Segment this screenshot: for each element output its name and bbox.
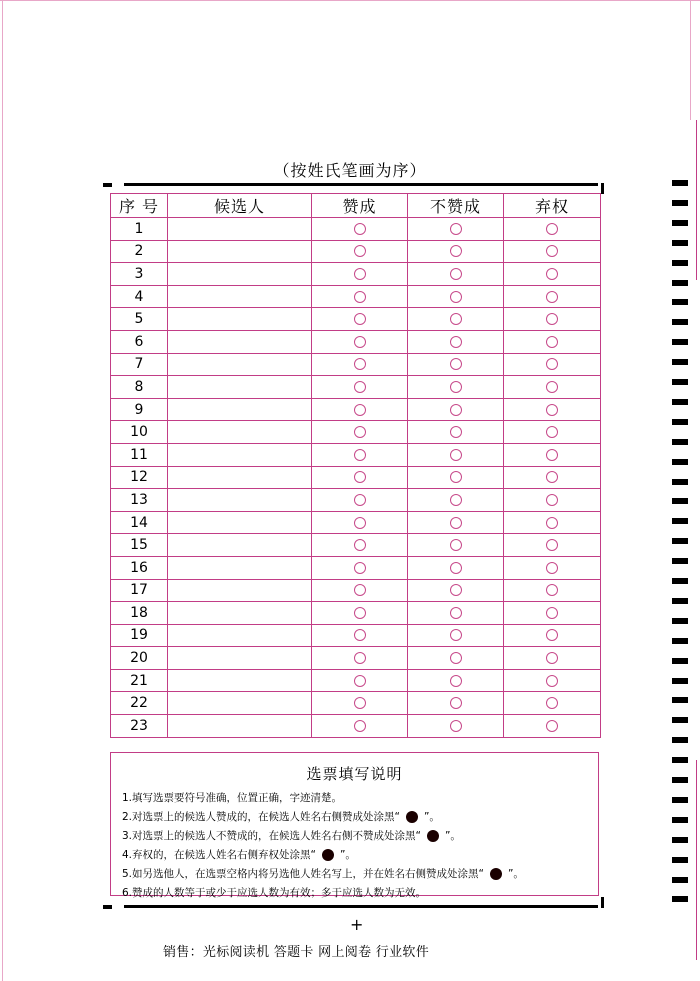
filled-bubble-icon (406, 811, 418, 823)
disapprove-cell (408, 511, 504, 534)
instruction-item (122, 884, 524, 903)
approve-bubble-icon[interactable] (354, 675, 366, 687)
row-number: 14 (111, 511, 168, 534)
row-number: 12 (111, 466, 168, 489)
disapprove-bubble-icon[interactable] (450, 607, 462, 619)
abstain-bubble-icon[interactable] (546, 471, 558, 483)
ballot-row (111, 624, 601, 647)
row-number: 11 (111, 443, 168, 466)
abstain-bubble-icon[interactable] (546, 539, 558, 551)
instruction-text: 4.弃权的，在候选人姓名右侧弃权处涂黑“ (122, 849, 316, 861)
row-number: 10 (111, 421, 168, 444)
abstain-cell (504, 398, 601, 421)
disapprove-bubble-icon[interactable] (450, 381, 462, 393)
timing-mark (672, 538, 688, 544)
instruction-text: 5.如另选他人，在选票空格内将另选他人姓名写上，并在姓名右侧赞成处涂黑“ (122, 868, 484, 880)
instructions-title: 选票填写说明 (306, 765, 403, 783)
abstain-bubble-icon[interactable] (546, 313, 558, 325)
timing-mark (672, 638, 688, 644)
timing-mark (672, 837, 688, 843)
disapprove-cell (408, 692, 504, 715)
abstain-cell (504, 489, 601, 512)
ballot-row (111, 218, 601, 241)
approve-bubble-icon[interactable] (354, 223, 366, 235)
disapprove-cell (408, 263, 504, 286)
abstain-bubble-icon[interactable] (546, 607, 558, 619)
abstain-bubble-icon[interactable] (546, 268, 558, 280)
disapprove-cell (408, 398, 504, 421)
disapprove-bubble-icon[interactable] (450, 539, 462, 551)
candidate-name-cell[interactable] (168, 669, 312, 692)
approve-bubble-icon[interactable] (354, 584, 366, 596)
abstain-bubble-icon[interactable] (546, 381, 558, 393)
approve-cell (312, 647, 408, 670)
abstain-cell (504, 376, 601, 399)
timing-mark (672, 797, 688, 803)
candidate-name-cell[interactable] (168, 443, 312, 466)
abstain-cell (504, 534, 601, 557)
disapprove-cell (408, 285, 504, 308)
abstain-bubble-icon[interactable] (546, 720, 558, 732)
instruction-text: ”。 (339, 849, 356, 861)
instruction-item (122, 808, 524, 827)
timing-mark (672, 220, 688, 226)
candidate-name-cell[interactable] (168, 353, 312, 376)
timing-mark (672, 200, 688, 206)
approve-bubble-icon[interactable] (354, 291, 366, 303)
abstain-bubble-icon[interactable] (546, 494, 558, 506)
instruction-text: 3.对选票上的候选人不赞成的，在候选人姓名右侧不赞成处涂黑“ (122, 830, 421, 842)
row-number: 7 (111, 353, 168, 376)
row-number: 15 (111, 534, 168, 557)
ballot-row (111, 285, 601, 308)
abstain-bubble-icon[interactable] (546, 404, 558, 416)
instruction-text: ”。 (444, 830, 461, 842)
instruction-text: ”。 (423, 811, 440, 823)
row-number: 1 (111, 218, 168, 241)
instruction-item (122, 846, 524, 865)
timing-mark (672, 339, 688, 345)
disapprove-bubble-icon[interactable] (450, 652, 462, 664)
approve-bubble-icon[interactable] (354, 629, 366, 641)
row-number: 20 (111, 647, 168, 670)
abstain-bubble-icon[interactable] (546, 675, 558, 687)
approve-cell (312, 602, 408, 625)
disapprove-cell (408, 308, 504, 331)
timing-mark (672, 319, 688, 325)
abstain-bubble-icon[interactable] (546, 517, 558, 529)
abstain-bubble-icon[interactable] (546, 223, 558, 235)
approve-bubble-icon[interactable] (354, 426, 366, 438)
approve-cell (312, 421, 408, 444)
candidate-name-cell[interactable] (168, 534, 312, 557)
disapprove-bubble-icon[interactable] (450, 494, 462, 506)
disapprove-bubble-icon[interactable] (450, 697, 462, 709)
row-number: 18 (111, 602, 168, 625)
abstain-bubble-icon[interactable] (546, 697, 558, 709)
registration-mark-top-left (103, 183, 112, 187)
approve-bubble-icon[interactable] (354, 720, 366, 732)
approve-bubble-icon[interactable] (354, 517, 366, 529)
ballot-table (110, 193, 601, 738)
disapprove-bubble-icon[interactable] (450, 584, 462, 596)
candidate-name-cell[interactable] (168, 556, 312, 579)
disapprove-bubble-icon[interactable] (450, 675, 462, 687)
instruction-item (122, 865, 524, 884)
timing-mark (672, 518, 688, 524)
approve-bubble-icon[interactable] (354, 245, 366, 257)
disapprove-cell (408, 218, 504, 241)
timing-mark (672, 180, 688, 186)
candidate-name-cell[interactable] (168, 624, 312, 647)
header-number: 序 号 (111, 194, 168, 218)
ballot-rows (111, 218, 601, 738)
sort-order-title: （按姓氏笔画为序） (273, 161, 427, 180)
instruction-text: ”。 (507, 868, 524, 880)
timing-mark (672, 419, 688, 425)
abstain-bubble-icon[interactable] (546, 584, 558, 596)
timing-mark (672, 877, 688, 883)
approve-cell (312, 376, 408, 399)
abstain-cell (504, 624, 601, 647)
abstain-bubble-icon[interactable] (546, 449, 558, 461)
row-number: 6 (111, 330, 168, 353)
approve-bubble-icon[interactable] (354, 313, 366, 325)
timing-mark (672, 299, 688, 305)
ballot-row (111, 669, 601, 692)
approve-cell (312, 398, 408, 421)
row-number: 16 (111, 556, 168, 579)
abstain-cell (504, 511, 601, 534)
approve-cell (312, 240, 408, 263)
abstain-cell (504, 353, 601, 376)
approve-bubble-icon[interactable] (354, 449, 366, 461)
approve-cell (312, 556, 408, 579)
timing-mark (672, 598, 688, 604)
abstain-cell (504, 240, 601, 263)
candidate-name-cell[interactable] (168, 398, 312, 421)
abstain-bubble-icon[interactable] (546, 358, 558, 370)
approve-cell (312, 330, 408, 353)
disapprove-bubble-icon[interactable] (450, 313, 462, 325)
approve-bubble-icon[interactable] (354, 381, 366, 393)
abstain-cell (504, 218, 601, 241)
approve-cell (312, 308, 408, 331)
disapprove-cell (408, 669, 504, 692)
disapprove-bubble-icon[interactable] (450, 336, 462, 348)
timing-mark (672, 857, 688, 863)
ballot-row (111, 579, 601, 602)
timing-mark (672, 558, 688, 564)
header-candidate: 候选人 (168, 194, 312, 218)
abstain-cell (504, 263, 601, 286)
abstain-bubble-icon[interactable] (546, 562, 558, 574)
timing-mark (672, 678, 688, 684)
approve-bubble-icon[interactable] (354, 562, 366, 574)
instructions-box (110, 752, 599, 899)
instruction-item (122, 827, 524, 846)
abstain-cell (504, 556, 601, 579)
ballot-row (111, 602, 601, 625)
disapprove-cell (408, 330, 504, 353)
timing-mark (672, 717, 688, 723)
disapprove-bubble-icon[interactable] (450, 562, 462, 574)
abstain-bubble-icon[interactable] (546, 652, 558, 664)
candidate-name-cell[interactable] (168, 692, 312, 715)
disapprove-bubble-icon[interactable] (450, 268, 462, 280)
vendor-footer: 销售：光标阅读机 答题卡 网上阅卷 行业软件 (163, 945, 429, 960)
timing-mark (672, 658, 688, 664)
header-abstain: 弃权 (504, 194, 601, 218)
instruction-text: 6.赞成的人数等于或少于应选人数为有效；多于应选人数为无效。 (122, 887, 427, 899)
approve-bubble-icon[interactable] (354, 652, 366, 664)
abstain-bubble-icon[interactable] (546, 629, 558, 641)
candidate-name-cell[interactable] (168, 308, 312, 331)
filled-bubble-icon (490, 868, 502, 880)
disapprove-bubble-icon[interactable] (450, 245, 462, 257)
approve-cell (312, 489, 408, 512)
registration-mark-top-right (601, 183, 604, 194)
approve-cell (312, 218, 408, 241)
timing-mark (672, 479, 688, 485)
page-edge-top (0, 0, 700, 1)
timing-mark (672, 280, 688, 286)
disapprove-bubble-icon[interactable] (450, 449, 462, 461)
abstain-cell (504, 715, 601, 738)
ballot-row (111, 376, 601, 399)
timing-mark (672, 697, 688, 703)
approve-cell (312, 579, 408, 602)
right-edge-line (696, 120, 697, 280)
approve-bubble-icon[interactable] (354, 539, 366, 551)
approve-bubble-icon[interactable] (354, 697, 366, 709)
ballot-row (111, 534, 601, 557)
header-disapprove: 不赞成 (408, 194, 504, 218)
disapprove-cell (408, 353, 504, 376)
disapprove-cell (408, 624, 504, 647)
timing-mark (672, 459, 688, 465)
disapprove-bubble-icon[interactable] (450, 517, 462, 529)
candidate-name-cell[interactable] (168, 376, 312, 399)
row-number: 3 (111, 263, 168, 286)
abstain-bubble-icon[interactable] (546, 291, 558, 303)
timing-mark (672, 260, 688, 266)
ballot-row (111, 308, 601, 331)
table-header-row (111, 194, 601, 218)
disapprove-bubble-icon[interactable] (450, 720, 462, 732)
ballot-row (111, 556, 601, 579)
instruction-text: 2.对选票上的候选人赞成的，在候选人姓名右侧赞成处涂黑“ (122, 811, 400, 823)
candidate-name-cell[interactable] (168, 218, 312, 241)
timing-mark (672, 399, 688, 405)
abstain-cell (504, 421, 601, 444)
disapprove-cell (408, 556, 504, 579)
approve-cell (312, 692, 408, 715)
registration-mark-bottom-left (103, 905, 112, 909)
approve-bubble-icon[interactable] (354, 607, 366, 619)
disapprove-bubble-icon[interactable] (450, 426, 462, 438)
disapprove-bubble-icon[interactable] (450, 291, 462, 303)
row-number: 2 (111, 240, 168, 263)
instruction-item (122, 789, 524, 808)
abstain-bubble-icon[interactable] (546, 426, 558, 438)
approve-bubble-icon[interactable] (354, 494, 366, 506)
disapprove-bubble-icon[interactable] (450, 358, 462, 370)
filled-bubble-icon (427, 830, 439, 842)
row-number: 19 (111, 624, 168, 647)
ballot-row (111, 715, 601, 738)
disapprove-cell (408, 602, 504, 625)
bottom-rule (124, 905, 598, 908)
abstain-cell (504, 669, 601, 692)
approve-bubble-icon[interactable] (354, 404, 366, 416)
abstain-cell (504, 602, 601, 625)
abstain-cell (504, 330, 601, 353)
ballot-row (111, 443, 601, 466)
header-approve: 赞成 (312, 194, 408, 218)
instructions-list (122, 789, 524, 903)
disapprove-bubble-icon[interactable] (450, 629, 462, 641)
candidate-name-cell[interactable] (168, 489, 312, 512)
instruction-text: 1.填写选票要符号准确，位置正确，字迹清楚。 (122, 792, 343, 804)
abstain-bubble-icon[interactable] (546, 336, 558, 348)
candidate-name-cell[interactable] (168, 602, 312, 625)
right-edge-line-lower (696, 760, 697, 960)
ballot-row (111, 398, 601, 421)
row-number: 4 (111, 285, 168, 308)
approve-cell (312, 511, 408, 534)
row-number: 5 (111, 308, 168, 331)
abstain-cell (504, 285, 601, 308)
timing-mark (672, 498, 688, 504)
disapprove-cell (408, 466, 504, 489)
ballot-row (111, 692, 601, 715)
candidate-name-cell[interactable] (168, 647, 312, 670)
candidate-name-cell[interactable] (168, 330, 312, 353)
row-number: 22 (111, 692, 168, 715)
ballot-row (111, 240, 601, 263)
timing-mark (672, 896, 688, 902)
abstain-bubble-icon[interactable] (546, 245, 558, 257)
disapprove-cell (408, 579, 504, 602)
abstain-cell (504, 308, 601, 331)
candidate-name-cell[interactable] (168, 240, 312, 263)
abstain-cell (504, 579, 601, 602)
ballot-row (111, 489, 601, 512)
ballot-row (111, 421, 601, 444)
timing-mark (672, 240, 688, 246)
approve-bubble-icon[interactable] (354, 336, 366, 348)
row-number: 17 (111, 579, 168, 602)
abstain-cell (504, 466, 601, 489)
page-edge-left (2, 0, 3, 981)
disapprove-bubble-icon[interactable] (450, 404, 462, 416)
timing-mark (672, 757, 688, 763)
disapprove-cell (408, 421, 504, 444)
ballot-row (111, 466, 601, 489)
approve-cell (312, 624, 408, 647)
ballot-row (111, 511, 601, 534)
timing-mark (672, 737, 688, 743)
disapprove-cell (408, 647, 504, 670)
candidate-name-cell[interactable] (168, 511, 312, 534)
approve-cell (312, 263, 408, 286)
approve-cell (312, 534, 408, 557)
disapprove-cell (408, 240, 504, 263)
timing-mark (672, 379, 688, 385)
row-number: 9 (111, 398, 168, 421)
filled-bubble-icon (322, 849, 334, 861)
abstain-cell (504, 443, 601, 466)
disapprove-cell (408, 443, 504, 466)
row-number: 8 (111, 376, 168, 399)
disapprove-bubble-icon[interactable] (450, 223, 462, 235)
ballot-row (111, 647, 601, 670)
approve-bubble-icon[interactable] (354, 268, 366, 280)
crosshair-mark: + (350, 915, 364, 934)
disapprove-cell (408, 376, 504, 399)
page-edge-right (690, 0, 691, 120)
ballot-row (111, 263, 601, 286)
timing-mark (672, 777, 688, 783)
row-number: 21 (111, 669, 168, 692)
candidate-name-cell[interactable] (168, 285, 312, 308)
timing-mark (672, 578, 688, 584)
top-rule (124, 183, 598, 186)
timing-mark (672, 618, 688, 624)
timing-mark (672, 439, 688, 445)
disapprove-cell (408, 715, 504, 738)
row-number: 13 (111, 489, 168, 512)
disapprove-cell (408, 489, 504, 512)
candidate-name-cell[interactable] (168, 466, 312, 489)
approve-bubble-icon[interactable] (354, 471, 366, 483)
ballot-row (111, 353, 601, 376)
approve-cell (312, 443, 408, 466)
timing-mark (672, 817, 688, 823)
disapprove-bubble-icon[interactable] (450, 471, 462, 483)
approve-cell (312, 669, 408, 692)
approve-bubble-icon[interactable] (354, 358, 366, 370)
approve-cell (312, 285, 408, 308)
approve-cell (312, 353, 408, 376)
candidate-name-cell[interactable] (168, 263, 312, 286)
candidate-name-cell[interactable] (168, 579, 312, 602)
timing-mark (672, 359, 688, 365)
registration-mark-bottom-right (601, 897, 604, 908)
approve-cell (312, 466, 408, 489)
candidate-name-cell[interactable] (168, 715, 312, 738)
candidate-name-cell[interactable] (168, 421, 312, 444)
approve-cell (312, 715, 408, 738)
disapprove-cell (408, 534, 504, 557)
abstain-cell (504, 647, 601, 670)
row-number: 23 (111, 715, 168, 738)
abstain-cell (504, 692, 601, 715)
ballot-row (111, 330, 601, 353)
